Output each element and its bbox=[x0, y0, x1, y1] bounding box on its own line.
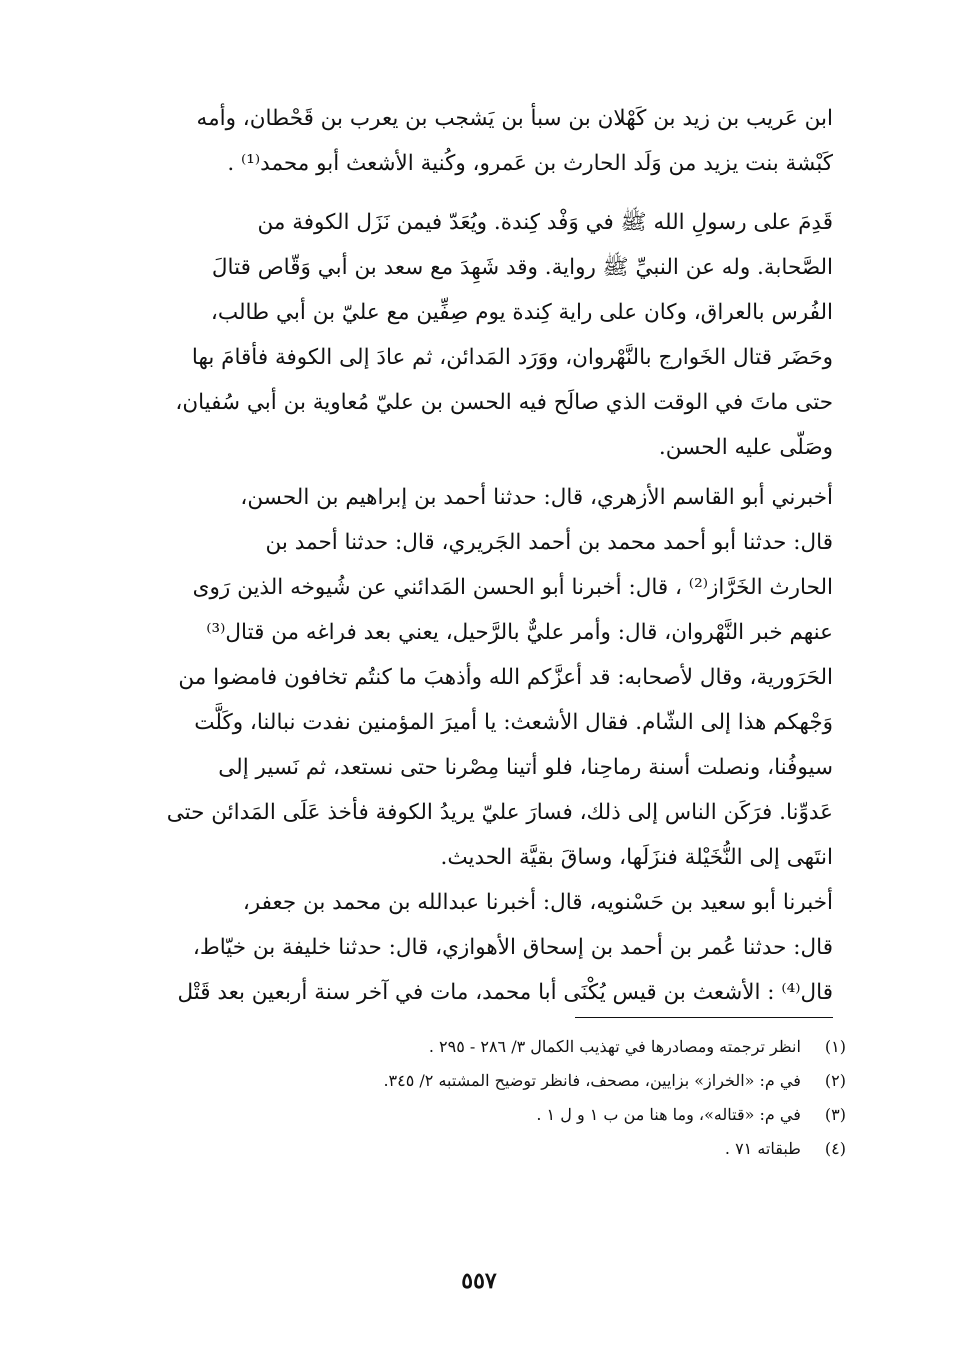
paragraph-lineage bbox=[125, 96, 833, 186]
footnote-number: (٣) bbox=[824, 1105, 846, 1124]
text-line: الصَّحابة. وله عن النبيِّ ﷺ رواية. وقد شَهِدَ مع سعد بن أبي وَقّاص قتالَ bbox=[211, 255, 833, 280]
text-line: قال: حدثنا عُمر بن أحمد بن إسحاق الأهوازي، قال: حدثنا خليفة بن خيّاط، bbox=[192, 935, 833, 960]
footnote-text: انظر ترجمته ومصادرها في تهذيب الكمال ٣/ ٢٨٦ - ٢٩٥ . bbox=[428, 1037, 801, 1056]
text-line: أخبرنا أبو سعيد بن حَسْنويه، قال: أخبرنا عبدالله بن محمد بن جعفر، bbox=[242, 890, 833, 915]
text-line: قال⁽⁴⁾ : الأشعث بن قيس يُكْنَى أبا محمد، مات في آخر سنة أربعين بعد قَتْل bbox=[177, 980, 833, 1005]
text-line: عنهم خبر النَّهْروان، قال: وأمر عليٌّ بالرَّحيل، يعني بعد فراغه من قتال⁽³⁾ bbox=[206, 620, 833, 645]
text-line: قَدِمَ على رسولِ الله ﷺ في وَفْد كِندة. ويُعَدّ فيمن نَزَل الكوفة من bbox=[257, 210, 833, 235]
footnote-text: في م: «قتاله»، وما هنا من ب ١ و ل ١ . bbox=[536, 1105, 801, 1124]
text-line: الفُرس بالعراق، وكان على راية كِندة يوم صِفِّين مع عليّ بن أبي طالب، bbox=[210, 300, 833, 325]
footnote-text: طبقاته ٧١ . bbox=[724, 1139, 801, 1158]
text-line: وحَضَر قتال الخَوارج بالنَّهْروان، ووَرَد المَدائن، ثم عادَ إلى الكوفة فأقامَ بها bbox=[191, 345, 833, 370]
text-line: وَجْهكم هذا إلى الشّام. فقال الأشعث: يا أميرَ المؤمنين نفدت نبالنا، وكَلَّت bbox=[194, 710, 833, 735]
text-line: وصَلّى عليه الحسن. bbox=[658, 435, 833, 460]
footnote-item bbox=[126, 1132, 846, 1166]
footnote-number: (٢) bbox=[824, 1071, 846, 1090]
text-line: انتَهى إلى النُّخَيْلة فنزَلَها، وساقَ بقيَّة الحديث. bbox=[440, 845, 833, 870]
paragraph-biography bbox=[125, 200, 833, 470]
footnote-item bbox=[126, 1064, 846, 1098]
text-line: حتى ماتَ في الوقت الذي صالَح فيه الحسن بن عليّ مُعاوية بن أبي سُفيان، bbox=[175, 390, 833, 415]
footnote-separator bbox=[575, 1017, 833, 1018]
footnote-item bbox=[126, 1098, 846, 1132]
text-line: عَدوِّنا. فرَكَن الناس إلى ذلك، فسارَ عليّ يريدُ الكوفة فأخذ عَلَى المَدائن حتى bbox=[166, 800, 833, 825]
page-number: ٥٥٧ bbox=[461, 1268, 497, 1294]
text-line: ابن عَريب بن زيد بن كَهْلان بن سبأ بن يَشجب بن يعرب بن قَحْطان، وأمه bbox=[196, 106, 833, 131]
text-line: كَبْشة بنت يزيد من وَلَد الحارث بن عَمرو، وكُنية الأشعث أبو محمد⁽¹⁾ . bbox=[227, 151, 833, 176]
text-line: الحَرَورية، وقال لأصحابه: قد أعزَّكم الله وأذهبَ ما كنتُم تخافون فامضوا من bbox=[178, 665, 833, 690]
footnote-text: في م: «الخراز» بزايين، مصحف، فانظر توضيح المشتبه ٢/ ٣٤٥. bbox=[383, 1071, 801, 1090]
text-line: أخبرني أبو القاسم الأزهري، قال: حدثنا أحمد بن إبراهيم بن الحسن، bbox=[240, 485, 833, 510]
text-line: سيوفُنا، ونصلت أسنة رماحِنا، فلو أتينا مِصْرنا حتى نستعد، ثم نَسير إلى bbox=[218, 755, 833, 780]
text-line: الحارث الخَرَّاز⁽²⁾ ، قال: أخبرنا أبو الحسن المَدائني عن شُيوخه الذين رَوى bbox=[192, 575, 833, 600]
footnote-number: (٤) bbox=[824, 1139, 846, 1158]
footnotes-list bbox=[126, 1030, 846, 1166]
paragraph-kunya-report bbox=[125, 880, 833, 1015]
paragraph-nahrawan-report bbox=[125, 475, 833, 880]
footnote-item bbox=[126, 1030, 846, 1064]
footnote-number: (١) bbox=[824, 1037, 846, 1056]
text-line: قال: حدثنا أبو أحمد محمد بن أحمد الجَريري، قال: حدثنا أحمد بن bbox=[265, 530, 833, 555]
